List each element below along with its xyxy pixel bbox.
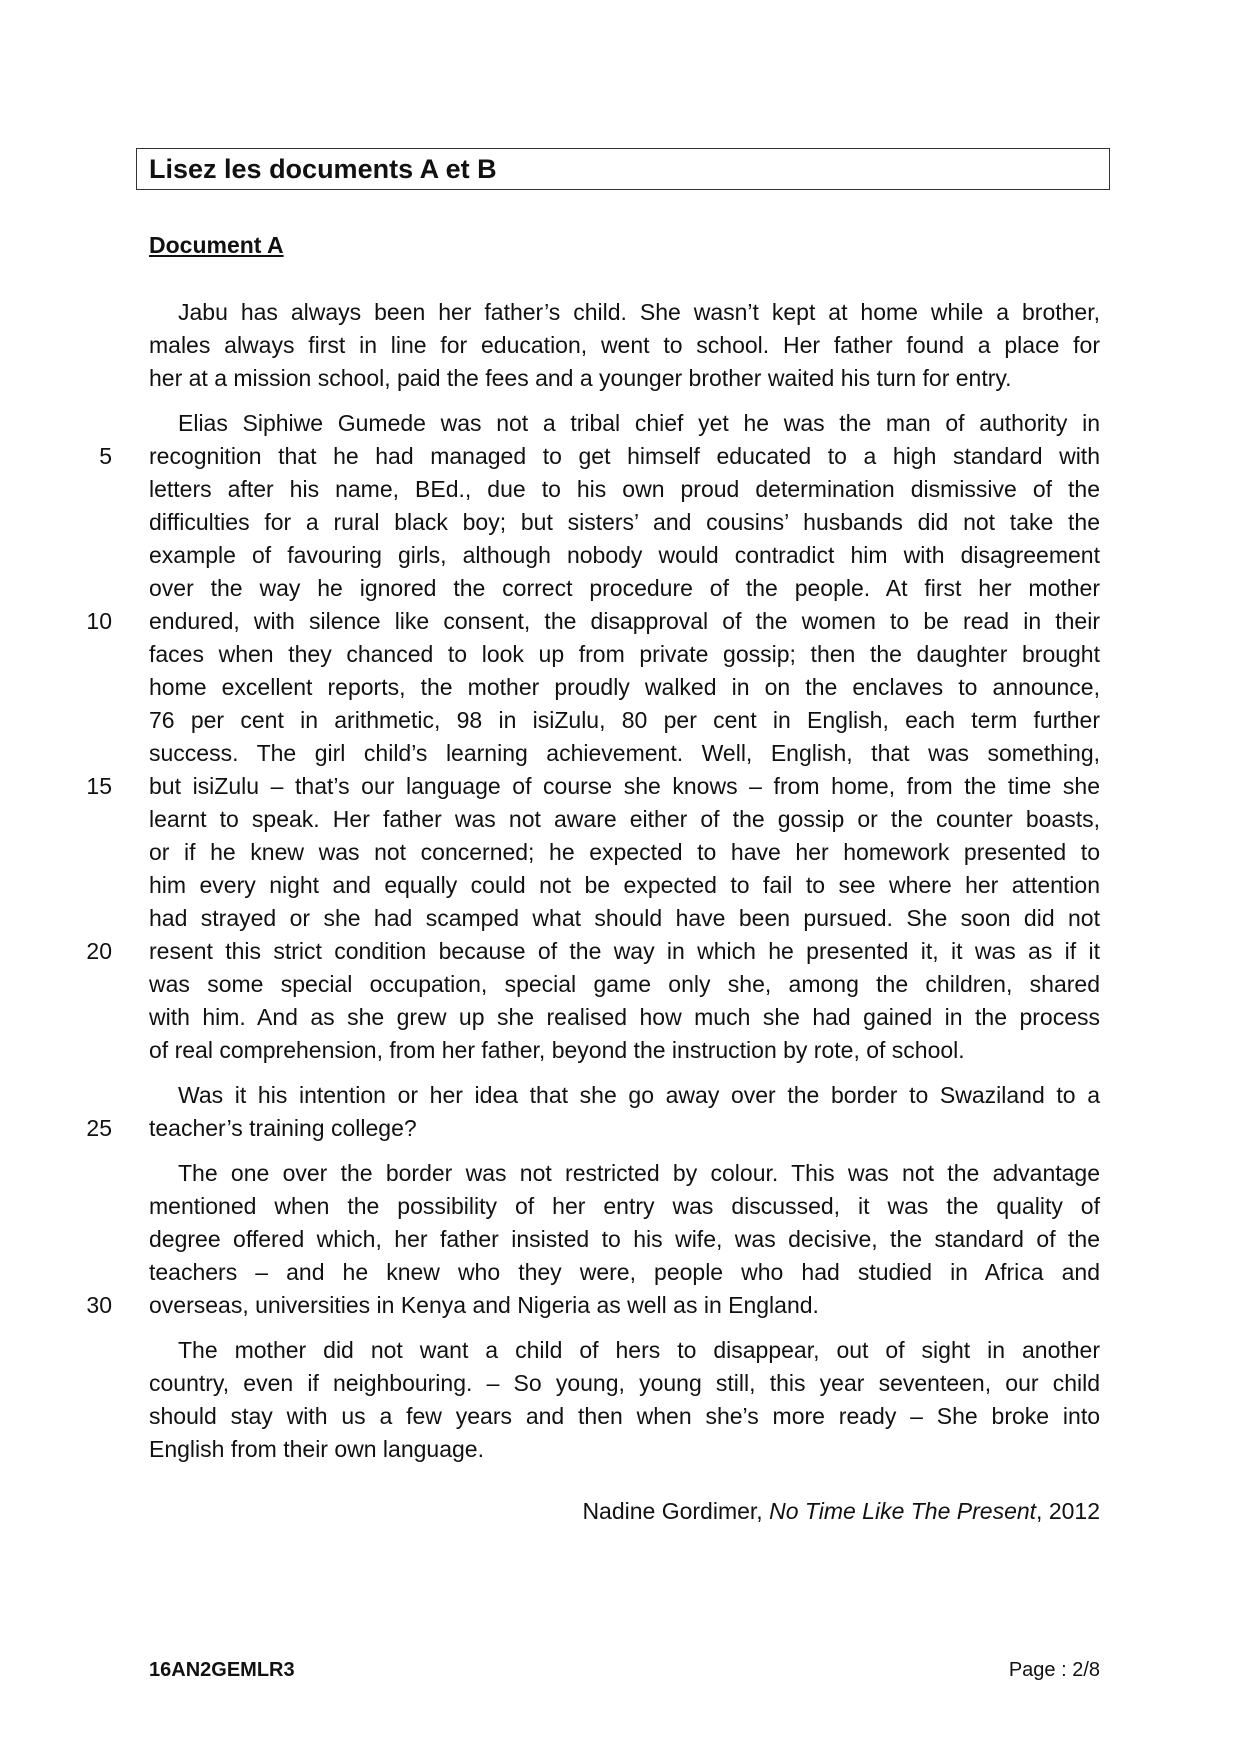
line-number: 25 bbox=[86, 1115, 112, 1141]
text-line: over the way he ignored the correct procedure of the people. At first her mother bbox=[149, 575, 1100, 601]
line-number: 30 bbox=[86, 1292, 112, 1318]
text-line: teacher’s training college? bbox=[149, 1115, 417, 1141]
text-line: or if he knew was not concerned; he expected to have her homework presented to bbox=[149, 839, 1100, 865]
text-line: home excellent reports, the mother proudly walked in on the enclaves to announce, bbox=[149, 674, 1100, 700]
text-line: learnt to speak. Her father was not aware either of the gossip or the counter boasts, bbox=[149, 806, 1100, 832]
text-line: difficulties for a rural black boy; but sisters’ and cousins’ husbands did not take the bbox=[149, 509, 1100, 535]
text-line: with him. And as she grew up she realised how much she had gained in the process bbox=[149, 1004, 1100, 1030]
text-line: country, even if neighbouring. – So young, young still, this year seventeen, our child bbox=[149, 1370, 1100, 1396]
text-line: letters after his name, BEd., due to his own proud determination dismissive of the bbox=[149, 476, 1100, 502]
line-number: 15 bbox=[86, 773, 112, 799]
source-citation bbox=[582, 1498, 1100, 1525]
text-line: Elias Siphiwe Gumede was not a tribal chief yet he was the man of authority in bbox=[178, 410, 1100, 436]
footer-exam-code: 16AN2GEMLR3 bbox=[149, 1659, 295, 1681]
text-line: him every night and equally could not be expected to fail to see where her attention bbox=[149, 872, 1100, 898]
text-line: English from their own language. bbox=[149, 1436, 484, 1462]
text-line: her at a mission school, paid the fees and a younger brother waited his turn for entry. bbox=[149, 365, 1012, 391]
line-number: 5 bbox=[99, 443, 112, 469]
source-year: , 2012 bbox=[1036, 1498, 1100, 1524]
source-author: Nadine Gordimer, bbox=[582, 1498, 770, 1524]
line-number: 10 bbox=[86, 608, 112, 634]
text-line: overseas, universities in Kenya and Nigeria as well as in England. bbox=[149, 1292, 819, 1318]
source-work-title: No Time Like The Present bbox=[769, 1498, 1037, 1524]
section-header-title: Lisez les documents A et B bbox=[149, 154, 497, 184]
text-line: teachers – and he knew who they were, people who had studied in Africa and bbox=[149, 1259, 1100, 1285]
text-line: example of favouring girls, although nobody would contradict him with disagreement bbox=[149, 542, 1100, 568]
text-line: recognition that he had managed to get himself educated to a high standard with bbox=[149, 443, 1100, 469]
section-header-box bbox=[136, 148, 1110, 190]
text-line: mentioned when the possibility of her entry was discussed, it was the quality of bbox=[149, 1193, 1100, 1219]
text-line: Jabu has always been her father’s child. She wasn’t kept at home while a brother, bbox=[178, 299, 1100, 325]
text-line: had strayed or she had scamped what should have been pursued. She soon did not bbox=[149, 905, 1100, 931]
footer-page-number: Page : 2/8 bbox=[1008, 1659, 1100, 1681]
text-line: The one over the border was not restricted by colour. This was not the advantage bbox=[178, 1160, 1100, 1186]
text-line: resent this strict condition because of the way in which he presented it, it was as if it bbox=[149, 938, 1100, 964]
text-line: of real comprehension, from her father, beyond the instruction by rote, of school. bbox=[149, 1037, 965, 1063]
text-line: success. The girl child’s learning achievement. Well, English, that was something, bbox=[149, 740, 1100, 766]
text-line: males always first in line for education, went to school. Her father found a place for bbox=[149, 332, 1100, 358]
text-line: but isiZulu – that’s our language of course she knows – from home, from the time she bbox=[149, 773, 1100, 799]
document-title: Document A bbox=[149, 232, 284, 258]
text-line: endured, with silence like consent, the disapproval of the women to be read in their bbox=[149, 608, 1100, 634]
text-line: should stay with us a few years and then when she’s more ready – She broke into bbox=[149, 1403, 1100, 1429]
text-line: Was it his intention or her idea that she go away over the border to Swaziland to a bbox=[178, 1082, 1100, 1108]
text-line: faces when they chanced to look up from private gossip; then the daughter brought bbox=[149, 641, 1100, 667]
line-number: 20 bbox=[86, 938, 112, 964]
text-line: The mother did not want a child of hers to disappear, out of sight in another bbox=[178, 1337, 1100, 1363]
text-line: 76 per cent in arithmetic, 98 in isiZulu, 80 per cent in English, each term further bbox=[149, 707, 1100, 733]
text-line: degree offered which, her father insisted to his wife, was decisive, the standard of the bbox=[149, 1226, 1100, 1252]
text-line: was some special occupation, special game only she, among the children, shared bbox=[149, 971, 1100, 997]
